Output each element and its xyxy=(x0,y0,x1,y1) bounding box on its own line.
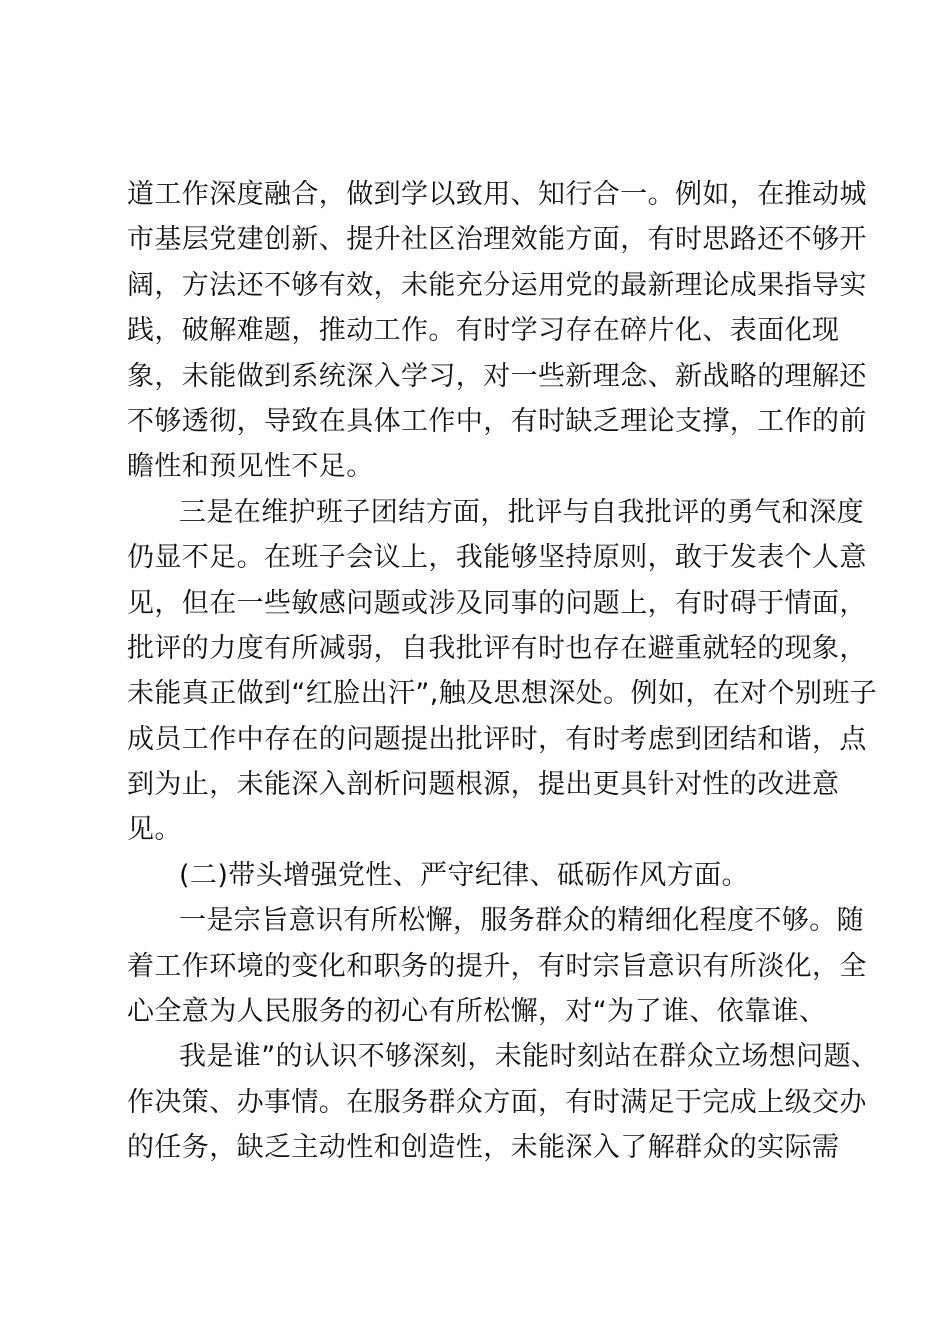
text-line: 道工作深度融合，做到学以致用、知行合一。例如，在推动城 xyxy=(127,179,867,210)
text-line: 瞻性和预见性不足。 xyxy=(127,451,374,483)
text-line: 未能真正做到“红脸出汗”,触及思想深处。例如，在对个别班子 xyxy=(127,678,878,710)
text-line: 着工作环境的变化和职务的提升，有时宗旨意识有所淡化，全 xyxy=(127,950,867,982)
text-line: 见。 xyxy=(127,814,182,846)
paragraph-start-line: 一是宗旨意识有所松懈，服务群众的精细化程度不够。随 xyxy=(179,905,864,937)
text-line: 不够透彻，导致在具体工作中，有时缺乏理论支撑，工作的前 xyxy=(127,405,867,437)
text-line: 批评的力度有所减弱，自我批评有时也存在避重就轻的现象， xyxy=(127,632,867,664)
text-line: 象，未能做到系统深入学习，对一些新理念、新战略的理解还 xyxy=(127,360,867,392)
paragraph-start-line: 三是在维护班子团结方面，批评与自我批评的勇气和深度 xyxy=(179,496,864,528)
text-line: 心全意为人民服务的初心有所松懈，对“为了谁、依靠谁、 xyxy=(127,996,827,1028)
text-line: 市基层党建创新、提升社区治理效能方面，有时思路还不够开 xyxy=(127,224,867,256)
text-line: 践，破解难题，推动工作。有时学习存在碎片化、表面化现 xyxy=(127,315,840,347)
text-line: 见，但在一些敏感问题或涉及同事的问题上，有时碍于情面， xyxy=(127,587,867,619)
text-line: 仍显不足。在班子会议上，我能够坚持原则，敢于发表个人意 xyxy=(127,542,867,574)
paragraph-start-line: 我是谁”的认识不够深刻，未能时刻站在群众立场想问题、 xyxy=(179,1041,879,1073)
text-line: 到为止，未能深入剖析问题根源，提出更具针对性的改进意 xyxy=(127,769,840,801)
text-line: 阔，方法还不够有效，未能充分运用党的最新理论成果指导实 xyxy=(127,269,867,301)
section-heading: (二)带头增强党性、严守纪律、砥砺作风方面。 xyxy=(179,859,749,891)
text-line: 作决策、办事情。在服务群众方面，有时满足于完成上级交办 xyxy=(127,1086,867,1118)
text-line: 的任务，缺乏主动性和创造性，未能深入了解群众的实际需 xyxy=(127,1132,840,1164)
text-line: 成员工作中存在的问题提出批评时，有时考虑到团结和谐，点 xyxy=(127,723,867,755)
document-body-text xyxy=(127,172,879,1171)
